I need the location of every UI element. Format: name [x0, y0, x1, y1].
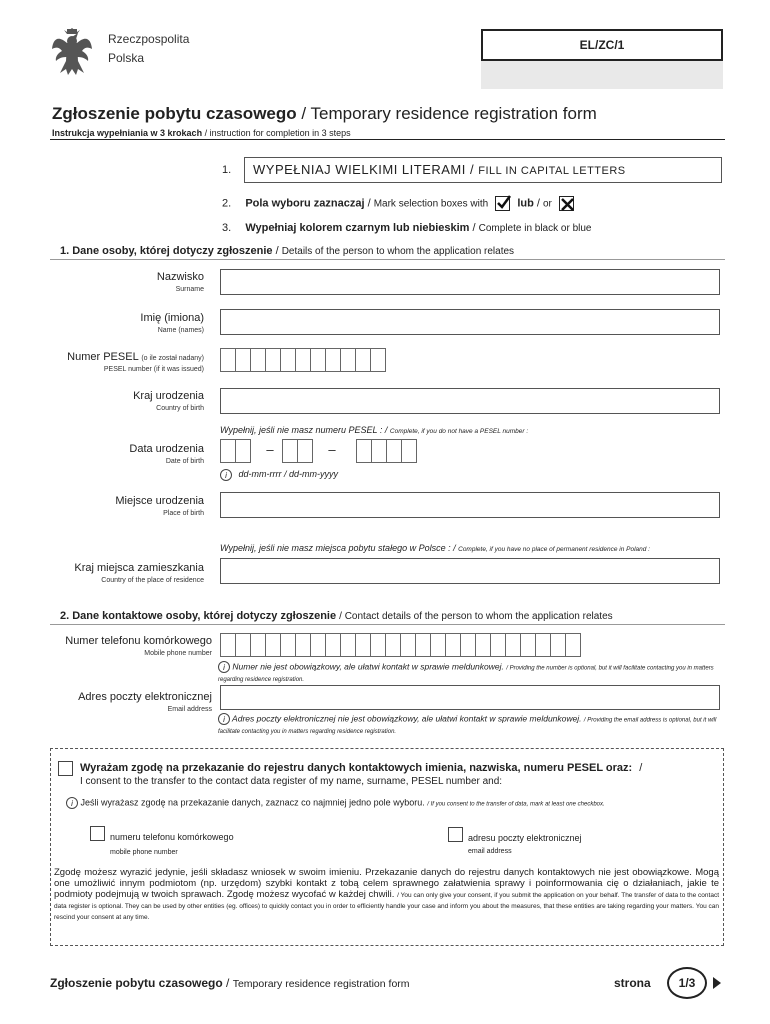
names-input[interactable] — [220, 309, 720, 335]
step-3: 3. Wypełniaj kolorem czarnym lub niebieskim / Complete in black or blue — [222, 222, 592, 234]
form-code-box — [481, 29, 723, 89]
birth-date-input[interactable] — [220, 439, 440, 467]
email-label: Adres poczty elektronicznej Email address — [78, 691, 212, 713]
birth-year[interactable] — [356, 439, 416, 463]
birth-country-input[interactable] — [220, 388, 720, 414]
birth-place-input[interactable] — [220, 492, 720, 518]
consent-email-label: adresu poczty elektronicznej — [468, 833, 582, 843]
date-dash-2: – — [328, 442, 336, 457]
birth-country-label: Kraj urodzenia Country of birth — [133, 390, 204, 412]
date-format-hint: i dd-mm-rrrr / dd-mm-yyyy — [220, 469, 338, 481]
surname-label: Nazwisko Surname — [156, 271, 204, 293]
info-icon: i — [66, 797, 78, 809]
no-residence-note: Wypełnij, jeśli nie masz miejsca pobytu stałego w Polsce : / Complete, if you have no place of permanent residence in Poland : — [220, 543, 650, 553]
consent-body: Zgodę możesz wyrazić jedynie, jeśli składasz wniosek w swoim imieniu. Przekazanie danych do rejestru danych kontaktowych nie jest obowiązkowe. Mogą one umożliwić innym podmiotom (np. urzędom) szybki kontakt z tobą celem sprawnego załatwienia sprawy i poinformowania cię o działaniach, jakie te podmioty podejmują w twoich sprawach. Zgodę możesz wycofać w każdej chwili. / You can only give your consent, if you submit the application on your behalf. The transfer of data to the contact data register is optional. They can be used by other entities (eg. offices) to quickly contact you in order to efficiently handle your case and inform you about the measures, that these entities are taking regarding your matters. You can rescind your consent at any time. — [54, 867, 720, 921]
info-icon: i — [218, 661, 230, 673]
consent-hint: i Jeśli wyrażasz zgodę na przekazanie danych, zaznacz co najmniej jedno pole wyboru. / If you consent to the transfer of data, mark at least one checkbox. — [66, 797, 716, 810]
phone-note: i Numer nie jest obowiązkowy, ale ułatwi kontakt w sprawie meldunkowej. / Providing the number is optional, but it will facilitate contacting you in matters regarding residence registration. — [218, 661, 714, 684]
phone-input[interactable] — [220, 633, 580, 657]
birth-place-label: Miejsce urodzenia Place of birth — [115, 495, 204, 517]
page-label: strona — [614, 976, 651, 990]
birth-day[interactable] — [220, 439, 250, 463]
section-1-heading: 1. Dane osoby, której dotyczy zgłoszenie / Details of the person to whom the application relates — [60, 245, 515, 257]
names-label: Imię (imiona) Name (names) — [140, 312, 204, 334]
section-2-heading: 2. Dane kontaktowe osoby, której dotyczy zgłoszenie / Contact details of the person to whom the application relates — [60, 610, 613, 622]
page-title: Zgłoszenie pobytu czasowego / Temporary residence registration form — [52, 104, 597, 123]
no-pesel-note: Wypełnij, jeśli nie masz numeru PESEL : / Complete, if you do not have a PESEL number : — [220, 425, 529, 435]
form-code: EL/ZC/1 — [481, 29, 723, 61]
email-input[interactable] — [220, 685, 720, 710]
info-icon: i — [218, 713, 230, 725]
pesel-input[interactable] — [220, 348, 385, 372]
issuer-line-1: Rzeczpospolita — [108, 32, 190, 46]
check-sample-icon — [495, 196, 510, 211]
footer-title: Zgłoszenie pobytu czasowego / Temporary residence registration form — [50, 976, 410, 990]
step-1: WYPEŁNIAJ WIELKIMI LITERAMI / FILL IN CAPITAL LETTERS — [244, 157, 722, 183]
info-icon: i — [220, 469, 232, 481]
step-2: 2. Pola wyboru zaznaczaj / Mark selection boxes with lub / or — [222, 196, 574, 211]
residence-country-input[interactable] — [220, 558, 720, 584]
consent-phone-checkbox[interactable] — [90, 826, 105, 841]
issuer-line-2: Polska — [108, 51, 145, 65]
section-1-divider — [50, 259, 725, 260]
email-note: i Adres poczty elektronicznej nie jest obowiązkowy, ale ułatwi kontakt w sprawie meldunkowej. / Providing the email address is optional, but it will facilitate contacting you in matters regarding residence registration. — [218, 713, 717, 736]
consent-email-label-en: email address — [468, 848, 512, 855]
consent-checkbox[interactable] — [58, 761, 73, 776]
section-2-divider — [50, 624, 725, 625]
residence-country-label: Kraj miejsca zamieszkania Country of the place of residence — [74, 562, 204, 584]
consent-title: Wyrażam zgodę na przekazanie do rejestru danych kontaktowych imienia, nazwiska, numeru PESEL oraz: / I consent to the transfer to the contact data register of my name, surname, PESEL number and: — [80, 762, 643, 787]
consent-email-checkbox[interactable] — [448, 827, 463, 842]
title-divider — [50, 139, 725, 140]
phone-label: Numer telefonu komórkowego Mobile phone number — [65, 635, 212, 657]
birth-month[interactable] — [282, 439, 312, 463]
consent-phone-label: numeru telefonu komórkowego — [110, 832, 234, 842]
consent-phone-label-en: mobile phone number — [110, 849, 178, 856]
step-1-number: 1. — [222, 164, 232, 176]
instruction-header: Instrukcja wypełniania w 3 krokach / instruction for completion in 3 steps — [52, 128, 351, 138]
cross-sample-icon — [559, 196, 574, 211]
birth-date-label: Data urodzenia Date of birth — [129, 443, 204, 465]
date-dash-1: – — [266, 442, 274, 457]
next-page-arrow-icon[interactable] — [713, 977, 721, 989]
page-number: 1/3 — [667, 967, 707, 999]
surname-input[interactable] — [220, 269, 720, 295]
pesel-label: Numer PESEL (o ile został nadany) PESEL number (if it was issued) — [67, 351, 204, 373]
emblem-icon — [50, 27, 94, 77]
